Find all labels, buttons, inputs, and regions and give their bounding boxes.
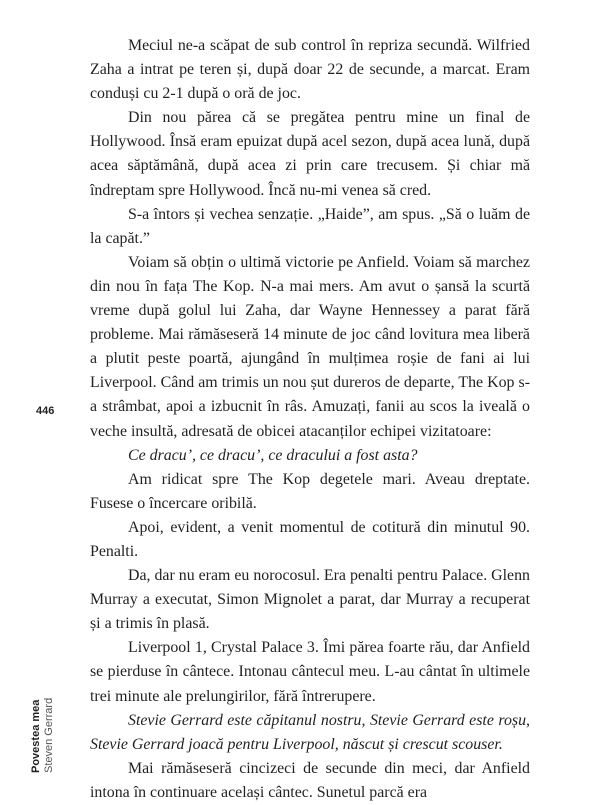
book-title: Povestea mea — [30, 699, 42, 773]
paragraph-9: Liverpool 1, Crystal Palace 3. Îmi părea foarte rău, dar Anfield se pierduse în cântece. Intonau cântecul meu. L-au cântat în ultimele trei minute ale prelungirilor, fără întrerupere. — [90, 639, 530, 705]
paragraph-4: Voiam să obțin o ultimă victorie pe Anfield. Voiam să marchez din nou în fața The Kop. N-a mai mers. Am avut o șansă la scurtă vreme după golul lui Zaha, dar Wayne Hennessey a parat fără probleme. Mai rămăseseră 14 minute de joc când lovitura mea liberă a plutit peste poartă, ajungând în mulțimea roșie de fani ai lui Liverpool. Când am trimis un nou șut dureros de departe, The Kop s-a strâmbat, apoi a izbucnit în râs. Amuzați, fanii au scos la iveală o veche insultă, adresată de obicei atacanților echipei vizitatoare: — [90, 253, 530, 440]
paragraph-7: Apoi, evident, a venit momentul de cotitură din minutul 90. Penalti. — [90, 518, 530, 560]
chant-quote-2: Stevie Gerrard este căpitanul nostru, Stevie Gerrard este roșu, Stevie Gerrard joacă pentru Liverpool, născut și crescut scouser. — [90, 711, 530, 753]
paragraph-3: S-a întors și vechea senzație. „Haide”, am spus. „Să o luăm de la capăt.” — [90, 205, 530, 247]
running-head — [30, 698, 56, 773]
paragraph-6: Am ridicat spre The Kop degetele mari. Aveau dreptate. Fusese o încercare oribilă. — [90, 470, 530, 512]
paragraph-11: Mai rămăseseră cincizeci de secunde din meci, dar Anfield intona în continuare același cântec. Sunetul parcă era — [90, 759, 530, 801]
paragraph-8: Da, dar nu eram eu norocosul. Era penalti pentru Palace. Glenn Murray a executat, Simon Mignolet a parat, dar Murray a recuperat și a trimis în plasă. — [90, 567, 530, 633]
paragraph-2: Din nou părea că se pregătea pentru mine un final de Hollywood. Însă eram epuizat după acel sezon, după acea lună, după acea săptămână, după acea zi prin care trecusem. Și chiar mă îndreptam spre Hollywood. Încă nu-mi venea să cred. — [90, 109, 530, 199]
paragraph-1: Meciul ne-a scăpat de sub control în repriza secundă. Wilfried Zaha a intrat pe teren și, după doar 22 de secunde, a marcat. Eram conduși cu 2-1 după o oră de joc. — [90, 37, 530, 103]
page-number: 446 — [36, 405, 55, 417]
author-name: Steven Gerrard — [43, 697, 55, 773]
chant-quote-1: Ce dracu’, ce dracu’, ce dracului a fost asta? — [128, 446, 418, 464]
body-text — [90, 34, 530, 805]
